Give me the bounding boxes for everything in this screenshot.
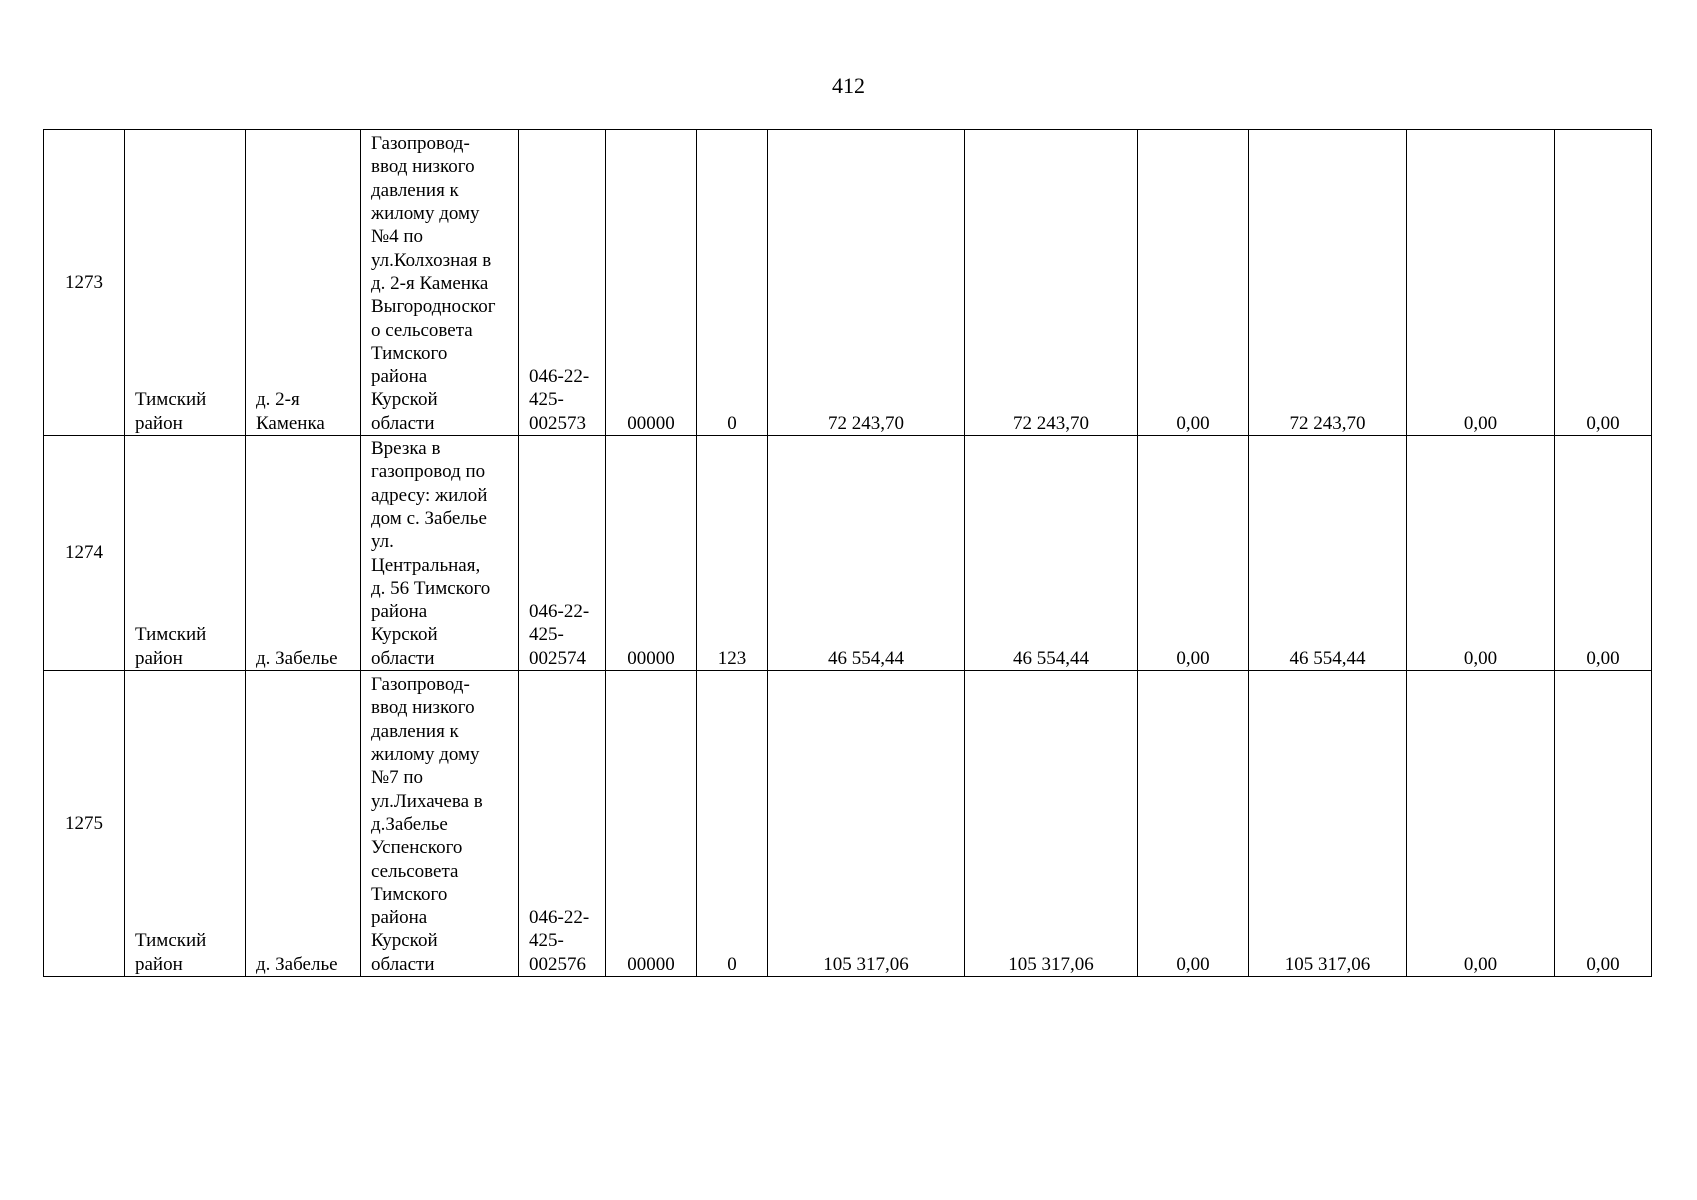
registry-table: [43, 129, 1652, 977]
code-cell: 00000: [606, 130, 697, 436]
description-cell-line: д.Забелье: [371, 813, 448, 835]
table-row: [44, 130, 1652, 436]
description-cell-line: Выгородноског: [371, 296, 496, 318]
district-cell-line: Тимский: [135, 624, 207, 646]
inventory-code-cell-line: 002573: [529, 412, 586, 434]
locality-cell-line: Каменка: [256, 412, 325, 434]
description-cell-line: давления к: [371, 179, 459, 201]
description-cell-line: адресу: жилой: [371, 484, 488, 506]
amount-cell: 46 554,44: [1249, 436, 1407, 671]
description-cell-line: Тимского: [371, 883, 448, 905]
table-row: [44, 436, 1652, 671]
table-row: [44, 671, 1652, 977]
description-cell-line: Успенского: [371, 837, 463, 859]
description-cell-line: д. 56 Тимского: [371, 577, 491, 599]
description-cell-line: Врезка в: [371, 438, 441, 460]
quantity-cell: 0: [697, 130, 768, 436]
description-cell-line: жилому дому: [371, 203, 480, 225]
description-cell: [361, 671, 519, 977]
description-cell: [361, 436, 519, 671]
locality-cell-line: д. 2-я: [256, 389, 300, 411]
quantity-cell: 123: [697, 436, 768, 671]
locality-cell: [246, 130, 361, 436]
district-cell: [125, 436, 246, 671]
description-cell-line: сельсовета: [371, 860, 459, 882]
amount-cell: 0,00: [1407, 436, 1555, 671]
description-cell-line: №7 по: [371, 767, 424, 789]
description-cell-line: №4 по: [371, 226, 424, 248]
table-body: [44, 130, 1652, 977]
row-number-cell: 1273: [44, 130, 125, 436]
inventory-code-cell-line: 002576: [529, 953, 586, 975]
amount-cell: 72 243,70: [768, 130, 965, 436]
inventory-code-cell-line: 046-22-: [529, 366, 590, 388]
amount-cell: 0,00: [1138, 436, 1249, 671]
description-cell-line: ввод низкого: [371, 697, 475, 719]
amount-cell: 0,00: [1555, 671, 1652, 977]
district-cell: [125, 671, 246, 977]
inventory-code-cell-line: 425-: [529, 930, 564, 952]
inventory-code-cell-line: 002574: [529, 647, 586, 669]
description-cell-line: давления к: [371, 720, 459, 742]
description-cell-line: области: [371, 647, 435, 669]
amount-cell: 0,00: [1555, 130, 1652, 436]
description-cell-line: ул.Колхозная в: [371, 249, 492, 271]
description-cell-line: области: [371, 953, 435, 975]
description-cell-line: Тимского: [371, 342, 448, 364]
description-cell-line: ул.Лихачева в: [371, 790, 483, 812]
description-cell-line: района: [371, 366, 428, 388]
inventory-code-cell-line: 046-22-: [529, 601, 590, 623]
amount-cell: 105 317,06: [965, 671, 1138, 977]
description-cell-line: Курской: [371, 930, 438, 952]
inventory-code-cell: [519, 130, 606, 436]
district-cell-line: район: [135, 412, 183, 434]
description-cell-line: Курской: [371, 389, 438, 411]
description-cell: [361, 130, 519, 436]
locality-cell: [246, 436, 361, 671]
code-cell: 00000: [606, 436, 697, 671]
description-cell-line: дом с. Забелье: [371, 507, 487, 529]
description-cell-line: жилому дому: [371, 744, 480, 766]
description-cell-line: Газопровод-: [371, 674, 470, 696]
amount-cell: 72 243,70: [1249, 130, 1407, 436]
amount-cell: 46 554,44: [965, 436, 1138, 671]
district-cell-line: Тимский: [135, 389, 207, 411]
description-cell-line: ул.: [371, 531, 394, 553]
description-cell-line: района: [371, 907, 428, 929]
amount-cell: 46 554,44: [768, 436, 965, 671]
inventory-code-cell: [519, 436, 606, 671]
quantity-cell: 0: [697, 671, 768, 977]
district-cell-line: район: [135, 953, 183, 975]
inventory-code-cell-line: 425-: [529, 624, 564, 646]
locality-cell-line: д. Забелье: [256, 647, 338, 669]
amount-cell: 0,00: [1407, 671, 1555, 977]
amount-cell: 105 317,06: [1249, 671, 1407, 977]
amount-cell: 0,00: [1138, 130, 1249, 436]
code-cell: 00000: [606, 671, 697, 977]
district-cell: [125, 130, 246, 436]
description-cell-line: Курской: [371, 624, 438, 646]
inventory-code-cell: [519, 671, 606, 977]
description-cell-line: о сельсовета: [371, 319, 473, 341]
description-cell-line: Газопровод-: [371, 133, 470, 155]
district-cell-line: район: [135, 647, 183, 669]
description-cell-line: д. 2-я Каменка: [371, 272, 489, 294]
amount-cell: 105 317,06: [768, 671, 965, 977]
inventory-code-cell-line: 425-: [529, 389, 564, 411]
locality-cell: [246, 671, 361, 977]
description-cell-line: газопровод по: [371, 461, 486, 483]
description-cell-line: области: [371, 412, 435, 434]
row-number-cell: 1274: [44, 436, 125, 671]
row-number-cell: 1275: [44, 671, 125, 977]
description-cell-line: ввод низкого: [371, 156, 475, 178]
district-cell-line: Тимский: [135, 930, 207, 952]
description-cell-line: района: [371, 601, 428, 623]
description-cell-line: Центральная,: [371, 554, 481, 576]
locality-cell-line: д. Забелье: [256, 953, 338, 975]
amount-cell: 0,00: [1555, 436, 1652, 671]
page-number: 412: [832, 73, 865, 98]
amount-cell: 72 243,70: [965, 130, 1138, 436]
inventory-code-cell-line: 046-22-: [529, 907, 590, 929]
amount-cell: 0,00: [1407, 130, 1555, 436]
amount-cell: 0,00: [1138, 671, 1249, 977]
